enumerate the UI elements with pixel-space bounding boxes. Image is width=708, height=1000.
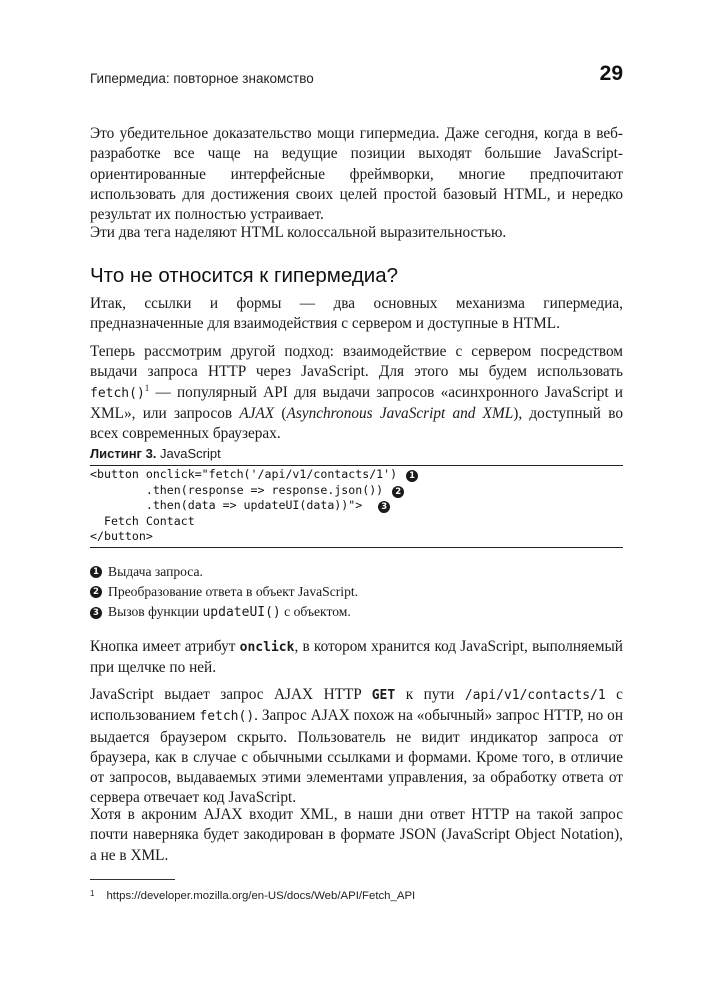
running-title: Гипермедиа: повторное знакомство (90, 71, 314, 86)
listing-top-rule (90, 465, 623, 466)
code-line: .then(response => response.json()) 2 (90, 483, 623, 499)
listing-bottom-rule (90, 547, 623, 548)
paragraph-two-tags: Эти два тега наделяют HTML колоссальной выразительностью. (90, 224, 507, 241)
inline-code-fetch: fetch() (90, 385, 145, 401)
page-header (90, 62, 623, 86)
paragraph-links-forms: Итак, ссылки и формы — два основных механизма гипермедиа, предназначенные для взаимодействия с сервером и доступные в HTML. (90, 295, 623, 333)
code-line: .then(data => updateUI(data))"> 3 (90, 498, 623, 514)
section-heading: Что не относится к гипермедиа? (90, 264, 399, 287)
code-line: Fetch Contact (90, 513, 195, 528)
callout-1-icon: 1 (406, 470, 418, 482)
paragraph-fetch-intro: Теперь рассмотрим другой подход: взаимодействие с сервером посредством выдачи запроса HTTP через JavaScript. Для этого мы будем использовать fetch()$^1$ — популярный API для выдачи запросов «асинхронного JavaScript и XML», или запросов AJAX (Asynchronous JavaScript and XML), доступный во всех современных браузерах. (90, 343, 623, 443)
footnote-number: 1 (90, 889, 95, 898)
paragraph-onclick: Кнопка имеет атрибут onclick, в котором хранится код JavaScript, выполняемый при щелчке по ней. (90, 638, 623, 677)
listing-notes (90, 562, 623, 623)
listing-title: Листинг 3. JavaScript (90, 446, 221, 461)
callout-2-icon: 2 (90, 586, 102, 598)
callout-3-icon: 3 (90, 607, 102, 619)
paragraph-ajax-request: JavaScript выдает запрос AJAX HTTP GET к пути /api/v1/contacts/1 с использованием fetch(). Запрос AJAX похож на «обычный» запрос HTTP, но он выдается браузером скрыто. Пользователь не видит индикатор запроса от браузера, как в случае с обычными ссылками и формами. Кроме того, в отличие от запросов, выдаваемых этими элементами управления, за обработку ответа от сервера отвечает код JavaScript. (90, 686, 624, 807)
paragraph-json: Хотя в акроним AJAX входит XML, в наши дни ответ HTTP на такой запрос почти наверняка будет закодирован в формате JSON (JavaScript Object Notation), а не в XML. (90, 806, 623, 864)
page-number: 29 (599, 62, 623, 85)
footnote (90, 889, 415, 902)
callout-1-icon: 1 (90, 566, 102, 578)
callout-3-icon: 3 (378, 501, 390, 513)
code-line: <button onclick="fetch('/api/v1/contacts/1') 1 (90, 467, 623, 483)
paragraph-hypermedia-power: Это убедительное доказательство мощи гипермедиа. Даже сегодня, когда в веб-разработке все чаще на ведущие позиции выходят большие JavaScript-ориентированные интерфейсные фреймворки, многие предпочитают использовать для достижения своих целей простой базовый HTML, и нередко результат их полностью устраивает. (90, 125, 623, 224)
code-listing (90, 467, 623, 545)
footnote-ref[interactable]: 1 (144, 382, 150, 393)
note-item: 1 Выдача запроса. (90, 562, 623, 582)
callout-2-icon: 2 (392, 486, 404, 498)
footnote-rule (90, 879, 175, 880)
footnote-link[interactable]: https://developer.mozilla.org/en-US/docs/Web/API/Fetch_API (106, 890, 416, 902)
note-item: 3 Вызов функции updateUI() с объектом. (90, 602, 623, 623)
note-item: 2 Преобразование ответа в объект JavaScript. (90, 582, 623, 602)
code-line: </button> (90, 529, 153, 544)
